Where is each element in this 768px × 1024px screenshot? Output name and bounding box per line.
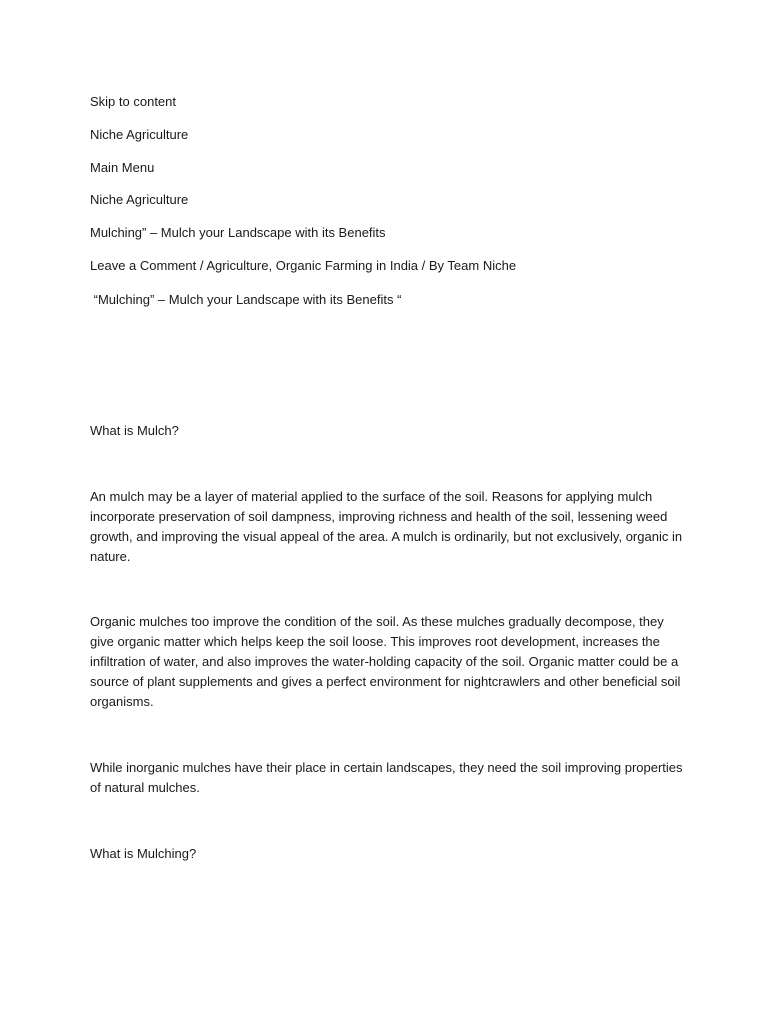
site-title[interactable]: Niche Agriculture bbox=[90, 127, 189, 142]
skip-to-content-link[interactable]: Skip to content bbox=[90, 94, 176, 109]
article-heading: “Mulching” – Mulch your Landscape with its Benefits “ bbox=[90, 292, 402, 307]
site-title-repeat: Niche Agriculture bbox=[90, 192, 189, 207]
paragraph-mulch-definition: An mulch may be a layer of material applied to the surface of the soil. Reasons for applying mulch incorporate preservation of soil dampness, improving richness and health of the soil, lessening weed growth, and improving the visual appeal of the area. A mulch is ordinarily, but not exclusively, organic in nature. bbox=[90, 489, 683, 564]
main-menu-label[interactable]: Main Menu bbox=[90, 160, 155, 175]
paragraph-organic-mulches: Organic mulches too improve the condition of the soil. As these mulches gradually decompose, they give organic matter which helps keep the soil loose. This improves root development, increases the infiltration of water, and also improves the water-holding capacity of the soil. Organic matter could be a source of plant supplements and gives a perfect environment for nightcrawlers and other beneficial soil organisms. bbox=[90, 614, 681, 709]
post-title: Mulching” – Mulch your Landscape with its Benefits bbox=[90, 225, 386, 240]
section-heading-what-is-mulch: What is Mulch? bbox=[90, 423, 179, 438]
post-meta: Leave a Comment / Agriculture, Organic Farming in India / By Team Niche bbox=[90, 258, 517, 273]
section-heading-what-is-mulching: What is Mulching? bbox=[90, 846, 197, 861]
paragraph-inorganic-mulches: While inorganic mulches have their place in certain landscapes, they need the soil improving properties of natural mulches. bbox=[90, 760, 683, 795]
